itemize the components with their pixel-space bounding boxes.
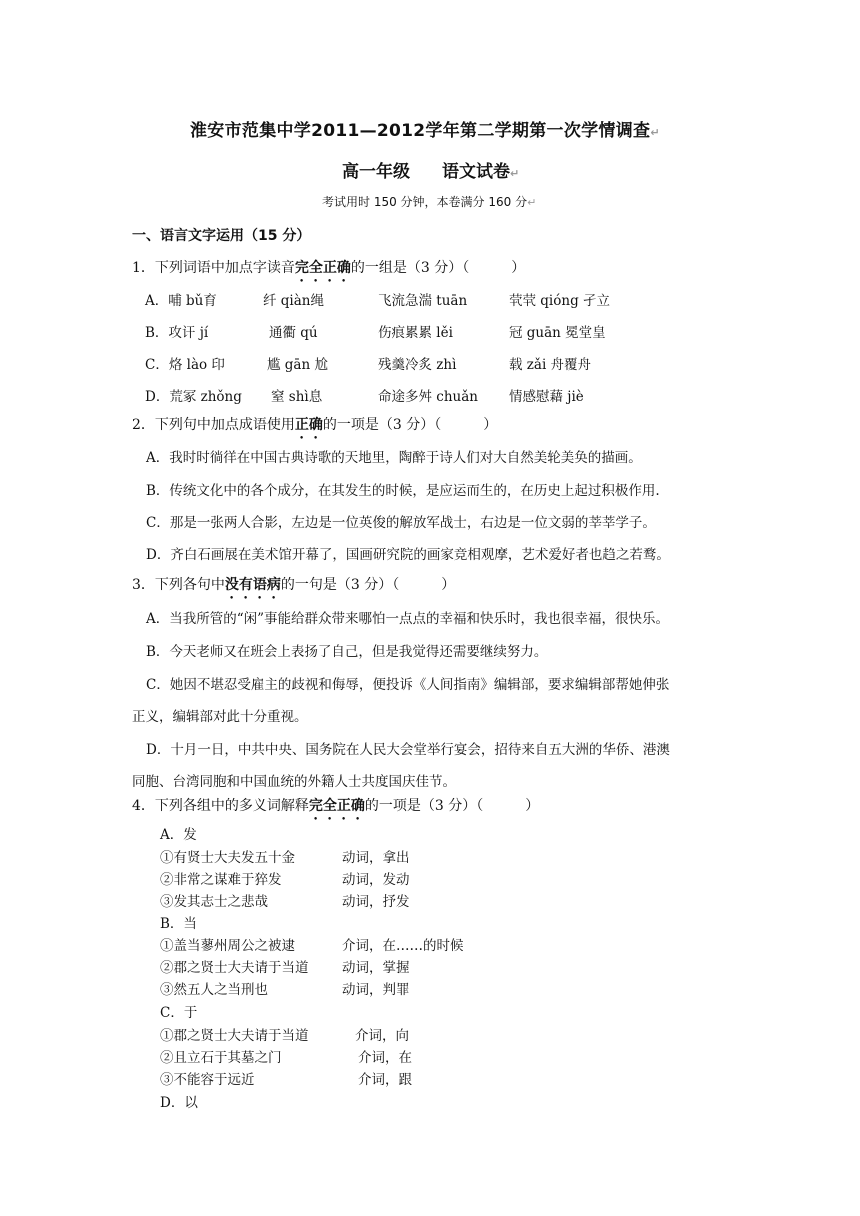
q1-cell: B．攻讦 jí	[145, 325, 209, 341]
q4-item: ③发其志士之悲哉	[160, 894, 268, 910]
question-1-stem: 1．下列词语中加点字读音完全正确的一组是（3 分）（ ）	[132, 260, 526, 276]
q3-option-d: D．十月一日，中共中央、国务院在人民大会堂举行宴会，招待来自五大洲的华侨、港澳	[146, 742, 670, 758]
grade-label: 高一年级	[342, 162, 410, 182]
q4-group-a-label: A．发	[160, 827, 197, 843]
q1-cell: 尴 gān 尬	[267, 357, 328, 373]
q1-cell: 伤痕累累 lěi	[378, 325, 453, 341]
q4-meaning: 动词，掌握	[342, 960, 410, 976]
q4-meaning: 介词，在……的时候	[342, 938, 464, 954]
q4-meaning: 动词，拿出	[342, 850, 410, 866]
q4-item: ②且立石于其墓之门	[160, 1050, 282, 1066]
q3-option-d-cont: 同胞、台湾同胞和中国血统的外籍人士共度国庆佳节。	[132, 774, 456, 790]
q4-meaning: 介词，向	[355, 1028, 409, 1044]
q2-option-c: C．那是一张两人合影，左边是一位英俊的解放军战士，右边是一位文弱的莘莘学子。	[146, 515, 656, 531]
q1-cell: 通衢 qú	[269, 325, 318, 341]
question-4-stem: 4．下列各组中的多义词解释完全正确的一项是（3 分）（ ）	[132, 798, 540, 814]
q1-cell: A．哺 bǔ育	[145, 293, 217, 309]
q4-item: ②非常之谋难于猝发	[160, 872, 282, 888]
q4-item: ①郡之贤士大夫请于当道	[160, 1028, 309, 1044]
q1-cell: 窒 shì息	[271, 389, 323, 405]
q1-cell: C．烙 lào 印	[145, 357, 225, 373]
q4-item: ②郡之贤士大夫请于当道	[160, 960, 309, 976]
q1-cell: 情感慰藉 jiè	[509, 389, 584, 405]
q1-cell: 纤 qiàn绳	[263, 293, 324, 309]
q4-meaning: 动词，判罪	[342, 982, 410, 998]
q4-group-d-label: D．以	[160, 1095, 198, 1111]
q4-meaning: 介词，跟	[358, 1072, 412, 1088]
exam-info: 考试用时 150 分钟，本卷满分 160 分↵	[322, 195, 537, 209]
q4-item: ③然五人之当刑也	[160, 982, 268, 998]
question-2-stem: 2．下列句中加点成语使用正确的一项是（3 分）（ ）	[132, 417, 498, 433]
q1-cell: 载 zǎi 舟覆舟	[509, 357, 592, 373]
exam-subtitle: 高一年级 语文试卷↵	[342, 162, 520, 182]
q2-option-b: B．传统文化中的各个成分，在其发生的时候，是应运而生的，在历史上起过积极作用.	[146, 483, 660, 499]
q2-option-d: D．齐白石画展在美术馆开幕了，国画研究院的画家竞相观摩，艺术爱好者也趋之若鹜。	[146, 547, 670, 563]
q1-cell: 茕茕 qióng 孑立	[509, 293, 611, 309]
q4-item: ①有贤士大夫发五十金	[160, 850, 295, 866]
q1-cell: 命途多舛 chuǎn	[378, 389, 478, 405]
q3-option-b: B．今天老师又在班会上表扬了自己，但是我觉得还需要继续努力。	[146, 644, 548, 660]
question-3-stem: 3．下列各句中没有语病的一句是（3 分）（ ）	[132, 577, 456, 593]
q1-cell: 残羹冷炙 zhì	[378, 357, 457, 373]
q3-option-c: C．她因不堪忍受雇主的歧视和侮辱，便投诉《人间指南》编辑部，要求编辑部帮她伸张	[146, 677, 670, 693]
q4-group-b-label: B．当	[160, 916, 197, 932]
q4-item: ③不能容于远近	[160, 1072, 255, 1088]
q1-cell: 飞流急湍 tuān	[378, 293, 468, 309]
q4-meaning: 动词，发动	[342, 872, 410, 888]
exam-title: 淮安市范集中学2011—2012学年第二学期第一次学情调查↵	[190, 121, 660, 141]
q1-cell: 冠 guān 冕堂皇	[509, 325, 606, 341]
subject-label: 语文试卷	[442, 162, 510, 182]
section-heading: 一、语言文字运用（15 分）	[132, 228, 311, 244]
q4-group-c-label: C．于	[160, 1005, 198, 1021]
q3-option-a: A．当我所管的“闲”事能给群众带来哪怕一点点的幸福和快乐时，我也很幸福，很快乐。	[146, 611, 670, 627]
q4-item: ①盖当蓼州周公之被逮	[160, 938, 295, 954]
q4-meaning: 动词，抒发	[342, 894, 410, 910]
q3-option-c-cont: 正义，编辑部对此十分重视。	[132, 709, 308, 725]
q2-option-a: A．我时时徜徉在中国古典诗歌的天地里，陶醉于诗人们对大自然美轮美奂的描画。	[146, 450, 642, 466]
q4-meaning: 介词，在	[358, 1050, 412, 1066]
q1-cell: D．荒冢 zhǒng	[145, 389, 242, 405]
